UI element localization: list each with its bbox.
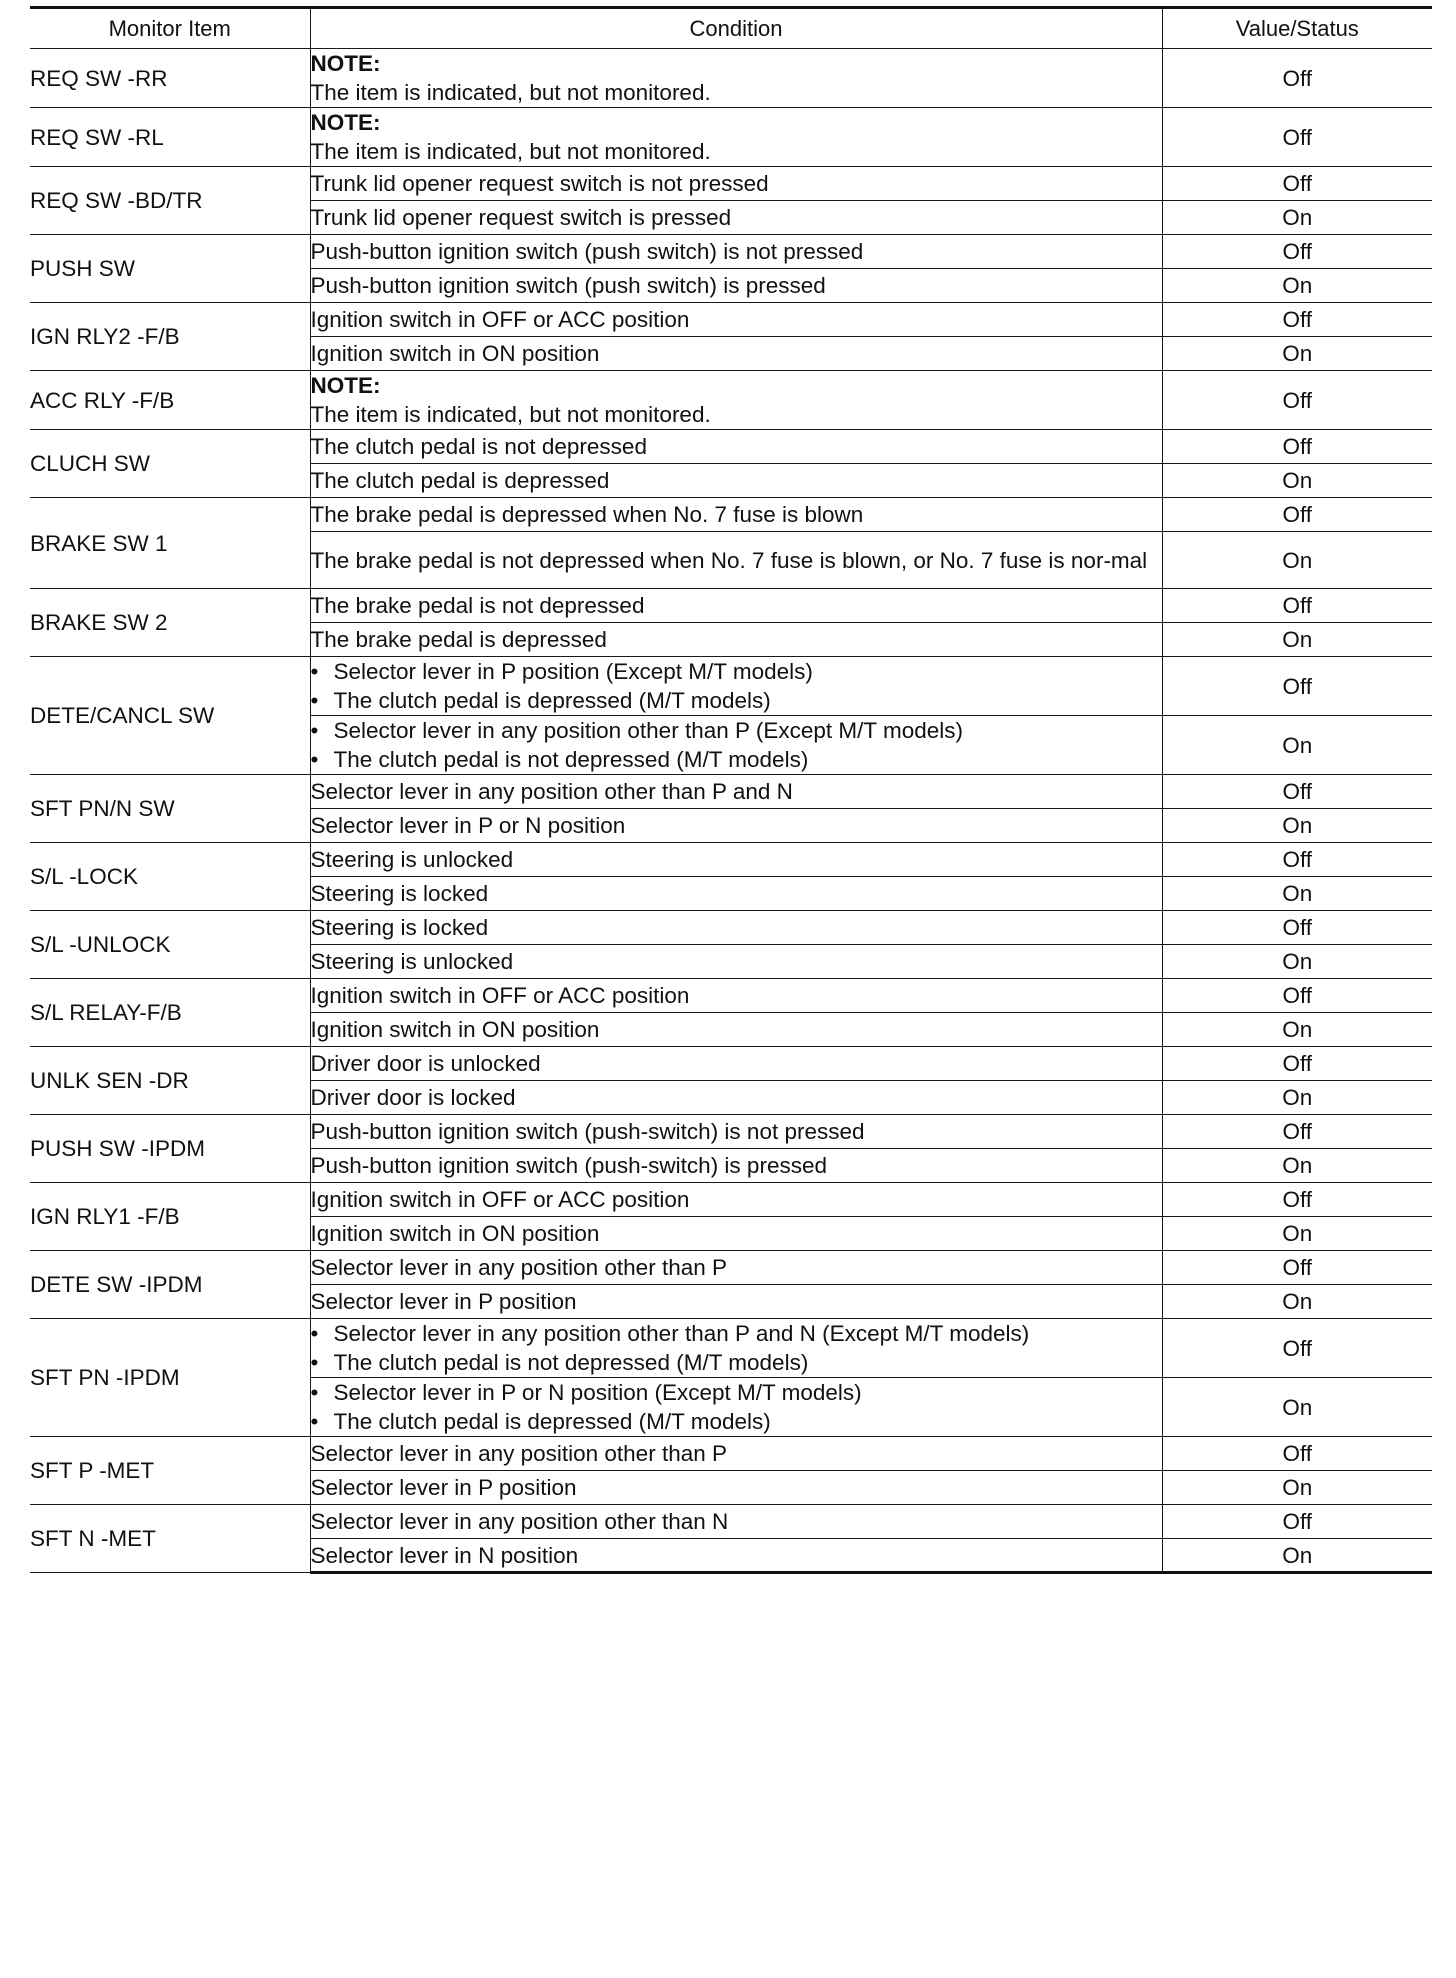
condition-text: Driver door is locked [310,1085,516,1110]
table-row [30,167,1432,201]
value-status-cell: Off [1162,979,1432,1013]
note-label: NOTE: [310,51,381,76]
condition-text: Push-button ignition switch (push-switch) is not pressed [310,1119,865,1144]
table-row [30,430,1432,464]
condition-cell [310,1505,1162,1539]
condition-cell [310,945,1162,979]
table-row [30,498,1432,532]
value-status-cell: On [1162,1013,1432,1047]
condition-cell [310,1251,1162,1285]
condition-cell [310,1115,1162,1149]
value-status-cell: On [1162,269,1432,303]
note-text: The item is indicated, but not monitored. [310,139,711,164]
condition-cell [310,911,1162,945]
value-status-cell: Off [1162,371,1432,430]
condition-text: Ignition switch in OFF or ACC position [310,1187,690,1212]
monitor-item-cell: DETE SW -IPDM [30,1251,310,1319]
value-status-cell: On [1162,201,1432,235]
value-status-cell: On [1162,1149,1432,1183]
monitor-item-cell: S/L -LOCK [30,843,310,911]
condition-cell [310,1319,1162,1378]
condition-cell [310,49,1162,108]
condition-cell [310,532,1162,589]
condition-text: Trunk lid opener request switch is pressed [310,205,732,230]
table-row [30,775,1432,809]
condition-cell [310,108,1162,167]
monitor-item-cell: S/L -UNLOCK [30,911,310,979]
condition-cell [310,1539,1162,1573]
monitor-item-cell: S/L RELAY-F/B [30,979,310,1047]
condition-cell [310,235,1162,269]
monitor-item-cell: BRAKE SW 1 [30,498,310,589]
condition-cell [310,775,1162,809]
table-row [30,1319,1432,1378]
condition-cell [310,1081,1162,1115]
value-status-cell: Off [1162,1047,1432,1081]
condition-text: Selector lever in P or N position [310,813,626,838]
condition-text: Steering is unlocked [310,847,514,872]
condition-cell [310,657,1162,716]
value-status-cell: On [1162,623,1432,657]
monitor-item-cell: SFT PN/N SW [30,775,310,843]
table-row [30,371,1432,430]
monitor-item-cell: SFT N -MET [30,1505,310,1573]
condition-cell [310,464,1162,498]
monitor-item-cell: PUSH SW -IPDM [30,1115,310,1183]
value-status-cell: On [1162,1378,1432,1437]
monitor-item-cell: IGN RLY1 -F/B [30,1183,310,1251]
monitor-item-cell: CLUCH SW [30,430,310,498]
condition-text: Selector lever in any position other than P [310,1255,727,1280]
condition-text: Steering is locked [310,915,489,940]
condition-cell [310,1149,1162,1183]
condition-cell [310,979,1162,1013]
table-row [30,979,1432,1013]
table-row [30,235,1432,269]
condition-bullet-list [311,657,1162,715]
condition-bullet-item: • Selector lever in P or N position (Except M/T models) [311,1378,1162,1407]
note-text: The item is indicated, but not monitored. [310,402,711,427]
condition-cell [310,1471,1162,1505]
value-status-cell: Off [1162,589,1432,623]
condition-text: The clutch pedal is depressed [310,468,610,493]
note-text: The item is indicated, but not monitored. [310,80,711,105]
condition-text: Ignition switch in ON position [310,1017,600,1042]
condition-text: Selector lever in any position other than P [310,1441,727,1466]
condition-text: Push-button ignition switch (push switch) is pressed [310,273,826,298]
table-row [30,589,1432,623]
monitor-item-cell: REQ SW -BD/TR [30,167,310,235]
value-status-cell: On [1162,1285,1432,1319]
condition-cell [310,498,1162,532]
monitor-item-cell: PUSH SW [30,235,310,303]
table-row [30,843,1432,877]
value-status-cell: On [1162,1539,1432,1573]
condition-cell [310,303,1162,337]
condition-cell [310,877,1162,911]
condition-cell [310,269,1162,303]
header-monitor-item: Monitor Item [30,8,310,49]
condition-text: Ignition switch in OFF or ACC position [310,983,690,1008]
table-row [30,657,1432,716]
value-status-cell: On [1162,877,1432,911]
value-status-cell: On [1162,945,1432,979]
condition-bullet-item: • The clutch pedal is not depressed (M/T models) [311,745,1162,774]
value-status-cell: Off [1162,1437,1432,1471]
value-status-cell: Off [1162,430,1432,464]
value-status-cell: On [1162,337,1432,371]
monitor-item-cell: SFT PN -IPDM [30,1319,310,1437]
value-status-cell: Off [1162,1183,1432,1217]
condition-text: Steering is locked [310,881,489,906]
value-status-cell: On [1162,1217,1432,1251]
table-row [30,1183,1432,1217]
condition-text: Selector lever in any position other than P and N [310,779,793,804]
value-status-cell: Off [1162,303,1432,337]
condition-text: Driver door is unlocked [310,1051,541,1076]
value-status-cell: Off [1162,1319,1432,1378]
condition-text: Selector lever in P position [310,1475,577,1500]
monitor-item-cell: BRAKE SW 2 [30,589,310,657]
note-label: NOTE: [310,373,381,398]
value-status-cell: Off [1162,911,1432,945]
value-status-cell: Off [1162,49,1432,108]
value-status-cell: On [1162,532,1432,589]
monitor-item-cell: REQ SW -RR [30,49,310,108]
value-status-cell: Off [1162,775,1432,809]
header-row [30,8,1432,49]
condition-cell [310,371,1162,430]
condition-cell [310,1047,1162,1081]
condition-bullet-item: • The clutch pedal is not depressed (M/T models) [311,1348,1162,1377]
monitor-item-cell: ACC RLY -F/B [30,371,310,430]
value-status-cell: Off [1162,1115,1432,1149]
table-row [30,1505,1432,1539]
condition-text: Selector lever in N position [310,1542,579,1568]
condition-cell [310,1437,1162,1471]
value-status-cell: On [1162,809,1432,843]
condition-bullet-item: • Selector lever in any position other than P (Except M/T models) [311,716,1162,745]
value-status-cell: Off [1162,498,1432,532]
condition-cell [310,589,1162,623]
value-status-cell: On [1162,1471,1432,1505]
value-status-cell: Off [1162,657,1432,716]
condition-cell [310,201,1162,235]
header-value-status: Value/Status [1162,8,1432,49]
condition-bullet-item: • The clutch pedal is depressed (M/T models) [311,1407,1162,1436]
condition-text: The brake pedal is not depressed when No. 7 fuse is blown, or No. 7 fuse is nor-mal [310,547,1148,573]
condition-text: Selector lever in any position other than N [310,1509,729,1534]
condition-bullet-item: • Selector lever in any position other than P and N (Except M/T models) [311,1319,1162,1348]
table-row [30,1251,1432,1285]
condition-text: The brake pedal is depressed when No. 7 fuse is blown [310,502,864,527]
header-condition: Condition [310,8,1162,49]
monitor-item-cell: DETE/CANCL SW [30,657,310,775]
table-body [30,49,1432,1573]
condition-text: The brake pedal is depressed [310,627,607,652]
condition-cell [310,843,1162,877]
monitor-item-cell: UNLK SEN -DR [30,1047,310,1115]
condition-text: The clutch pedal is not depressed [310,434,647,459]
condition-bullet-list [311,1378,1162,1436]
value-status-cell: On [1162,1081,1432,1115]
condition-text: Push-button ignition switch (push switch) is not pressed [310,239,864,264]
note-label: NOTE: [310,110,381,135]
condition-cell [310,716,1162,775]
condition-cell [310,1378,1162,1437]
value-status-cell: On [1162,464,1432,498]
condition-bullet-list [311,716,1162,774]
value-status-cell: Off [1162,1505,1432,1539]
value-status-cell: On [1162,716,1432,775]
value-status-cell: Off [1162,235,1432,269]
monitor-item-cell: REQ SW -RL [30,108,310,167]
condition-cell [310,809,1162,843]
condition-cell [310,1285,1162,1319]
condition-text: Steering is unlocked [310,949,514,974]
table-row [30,303,1432,337]
condition-bullet-list [311,1319,1162,1377]
table-row [30,108,1432,167]
value-status-cell: Off [1162,1251,1432,1285]
condition-cell [310,1217,1162,1251]
condition-text: Ignition switch in ON position [310,1221,600,1246]
condition-cell [310,1013,1162,1047]
monitor-item-table [30,6,1432,1574]
table-row [30,1437,1432,1471]
value-status-cell: Off [1162,843,1432,877]
value-status-cell: Off [1162,167,1432,201]
condition-bullet-item: • Selector lever in P position (Except M/T models) [311,657,1162,686]
table-row [30,49,1432,108]
monitor-item-cell: IGN RLY2 -F/B [30,303,310,371]
table-row [30,1115,1432,1149]
condition-cell [310,1183,1162,1217]
condition-cell [310,337,1162,371]
condition-text: Ignition switch in ON position [310,341,600,366]
condition-text: Trunk lid opener request switch is not pressed [310,171,769,196]
monitor-item-cell: SFT P -MET [30,1437,310,1505]
condition-bullet-item: • The clutch pedal is depressed (M/T models) [311,686,1162,715]
condition-text: The brake pedal is not depressed [310,593,645,618]
condition-cell [310,167,1162,201]
value-status-cell: Off [1162,108,1432,167]
condition-text: Selector lever in P position [310,1289,577,1314]
condition-cell [310,623,1162,657]
table-row [30,1047,1432,1081]
condition-cell [310,430,1162,464]
condition-text: Ignition switch in OFF or ACC position [310,307,690,332]
table-row [30,911,1432,945]
condition-text: Push-button ignition switch (push-switch) is pressed [310,1153,827,1178]
